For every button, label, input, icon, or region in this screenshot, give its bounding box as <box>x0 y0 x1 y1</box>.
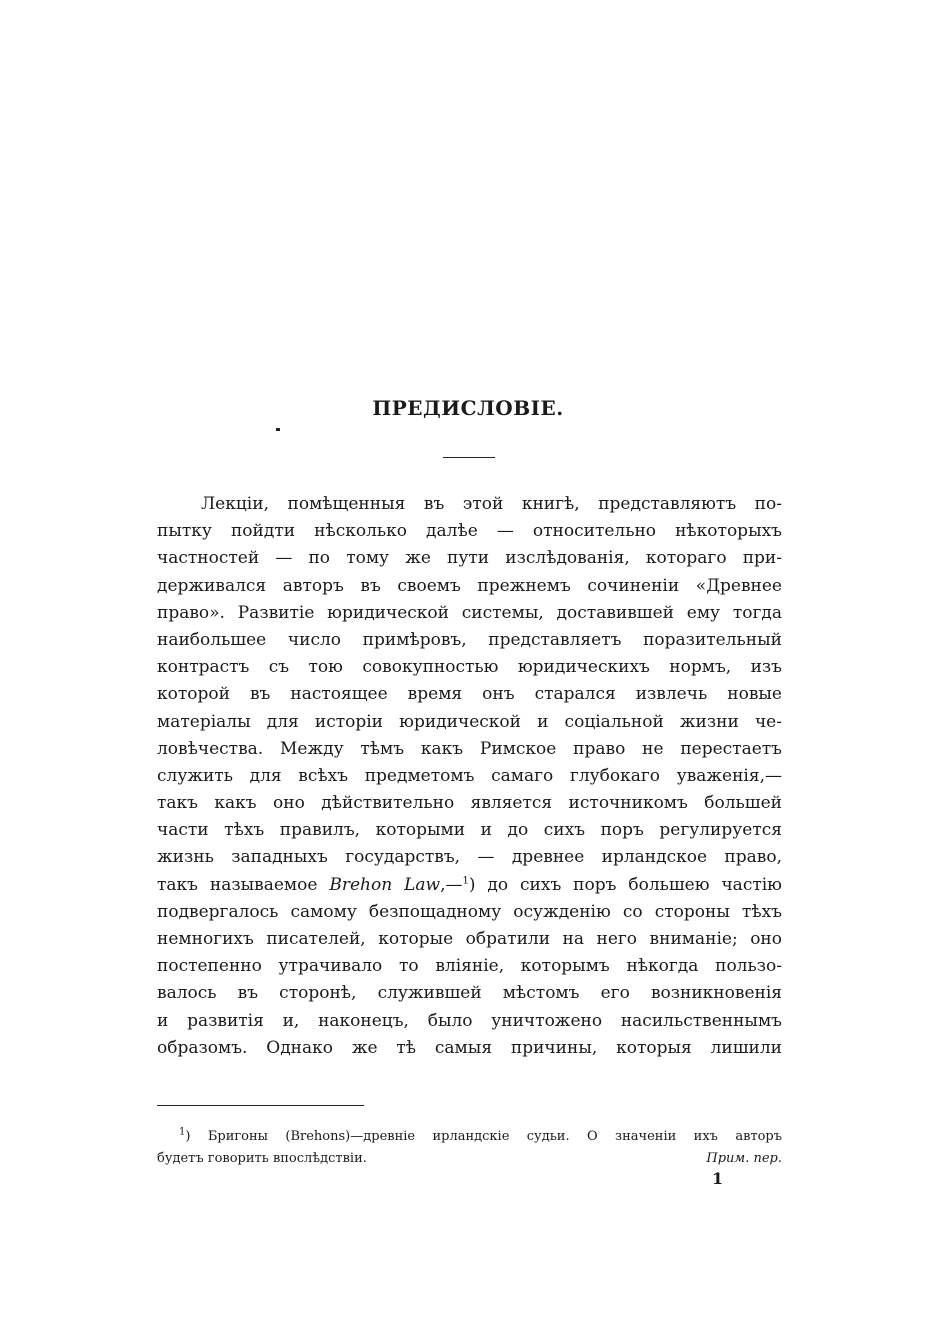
paragraph-line: такъ какъ оно дѣйствительно является источникомъ большей <box>157 793 782 814</box>
footnote-ref[interactable]: 1 <box>462 874 469 886</box>
paragraph-line: жизнь западныхъ государствъ, — древнее ирландское право, <box>157 847 782 868</box>
footnote <box>157 1126 782 1170</box>
paragraph-line: ловѣчества. Между тѣмъ какъ Римское право не перестаетъ <box>157 738 782 759</box>
paragraph-line: части тѣхъ правилъ, которыми и до сихъ поръ регулируется <box>157 820 782 841</box>
footnote-line <box>157 1148 782 1170</box>
paragraph-line: пытку пойдти нѣсколько далѣе — относительно нѣкоторыхъ <box>157 521 782 542</box>
paragraph-line: и развитія и, наконецъ, было уничтожено насильственнымъ <box>157 1010 782 1031</box>
footnote-line <box>157 1126 782 1148</box>
page-title: ПРЕДИСЛОВІЕ. <box>372 396 564 420</box>
paragraph-line: образомъ. Однако же тѣ самыя причины, которыя лишили <box>157 1037 782 1058</box>
footnote-marker: 1 <box>179 1126 186 1138</box>
page-number: 1 <box>712 1169 724 1188</box>
line-text: ) до сихъ поръ большею частію <box>468 874 782 895</box>
title-divider <box>443 457 495 458</box>
footnote-divider <box>157 1105 364 1106</box>
main-paragraph <box>157 491 782 1062</box>
paragraph-line: частностей — по тому же пути изслѣдованія, котораго при- <box>157 548 782 569</box>
ink-speck <box>276 428 280 431</box>
paragraph-line: подвергалось самому безпощадному осужденію со стороны тѣхъ <box>157 901 782 922</box>
brehon-law-term: Brehon Law <box>329 874 441 895</box>
paragraph-line-brehon <box>157 872 782 899</box>
paragraph-line: постепенно утрачивало то вліяніе, которымъ нѣкогда пользо- <box>157 956 782 977</box>
paragraph-line: Лекціи, помѣщенныя въ этой книгѣ, представляютъ по- <box>201 494 782 514</box>
footnote-text: ) Бригоны (Brehons)—древніе ирландскіе судьи. О значеніи ихъ авторъ <box>185 1129 782 1144</box>
translator-note: Прим. пер. <box>706 1151 782 1166</box>
paragraph-line: матеріалы для исторіи юридической и соціальной жизни че- <box>157 711 782 732</box>
footnote-text: будетъ говорить впослѣдствіи. <box>157 1151 367 1166</box>
line-text: ,— <box>440 874 463 895</box>
paragraph-line: право». Развитіе юридической системы, доставившей ему тогда <box>157 602 782 623</box>
paragraph-line: которой въ настоящее время онъ старался извлечь новые <box>157 684 782 705</box>
paragraph-line: наибольшее число примѣровъ, представляетъ поразительный <box>157 629 782 650</box>
paragraph-line: контрастъ съ тою совокупностью юридическихъ нормъ, изъ <box>157 657 782 678</box>
paragraph-line: валось въ сторонѣ, служившей мѣстомъ его возникновенія <box>157 983 782 1004</box>
paragraph-line: служить для всѣхъ предметомъ самаго глубокаго уваженія,— <box>157 765 782 786</box>
paragraph-line: немногихъ писателей, которые обратили на него вниманіе; оно <box>157 929 782 949</box>
line-text: такъ называемое <box>157 874 330 895</box>
paragraph-line: держивался авторъ въ своемъ прежнемъ сочиненіи «Древнее <box>157 575 782 596</box>
